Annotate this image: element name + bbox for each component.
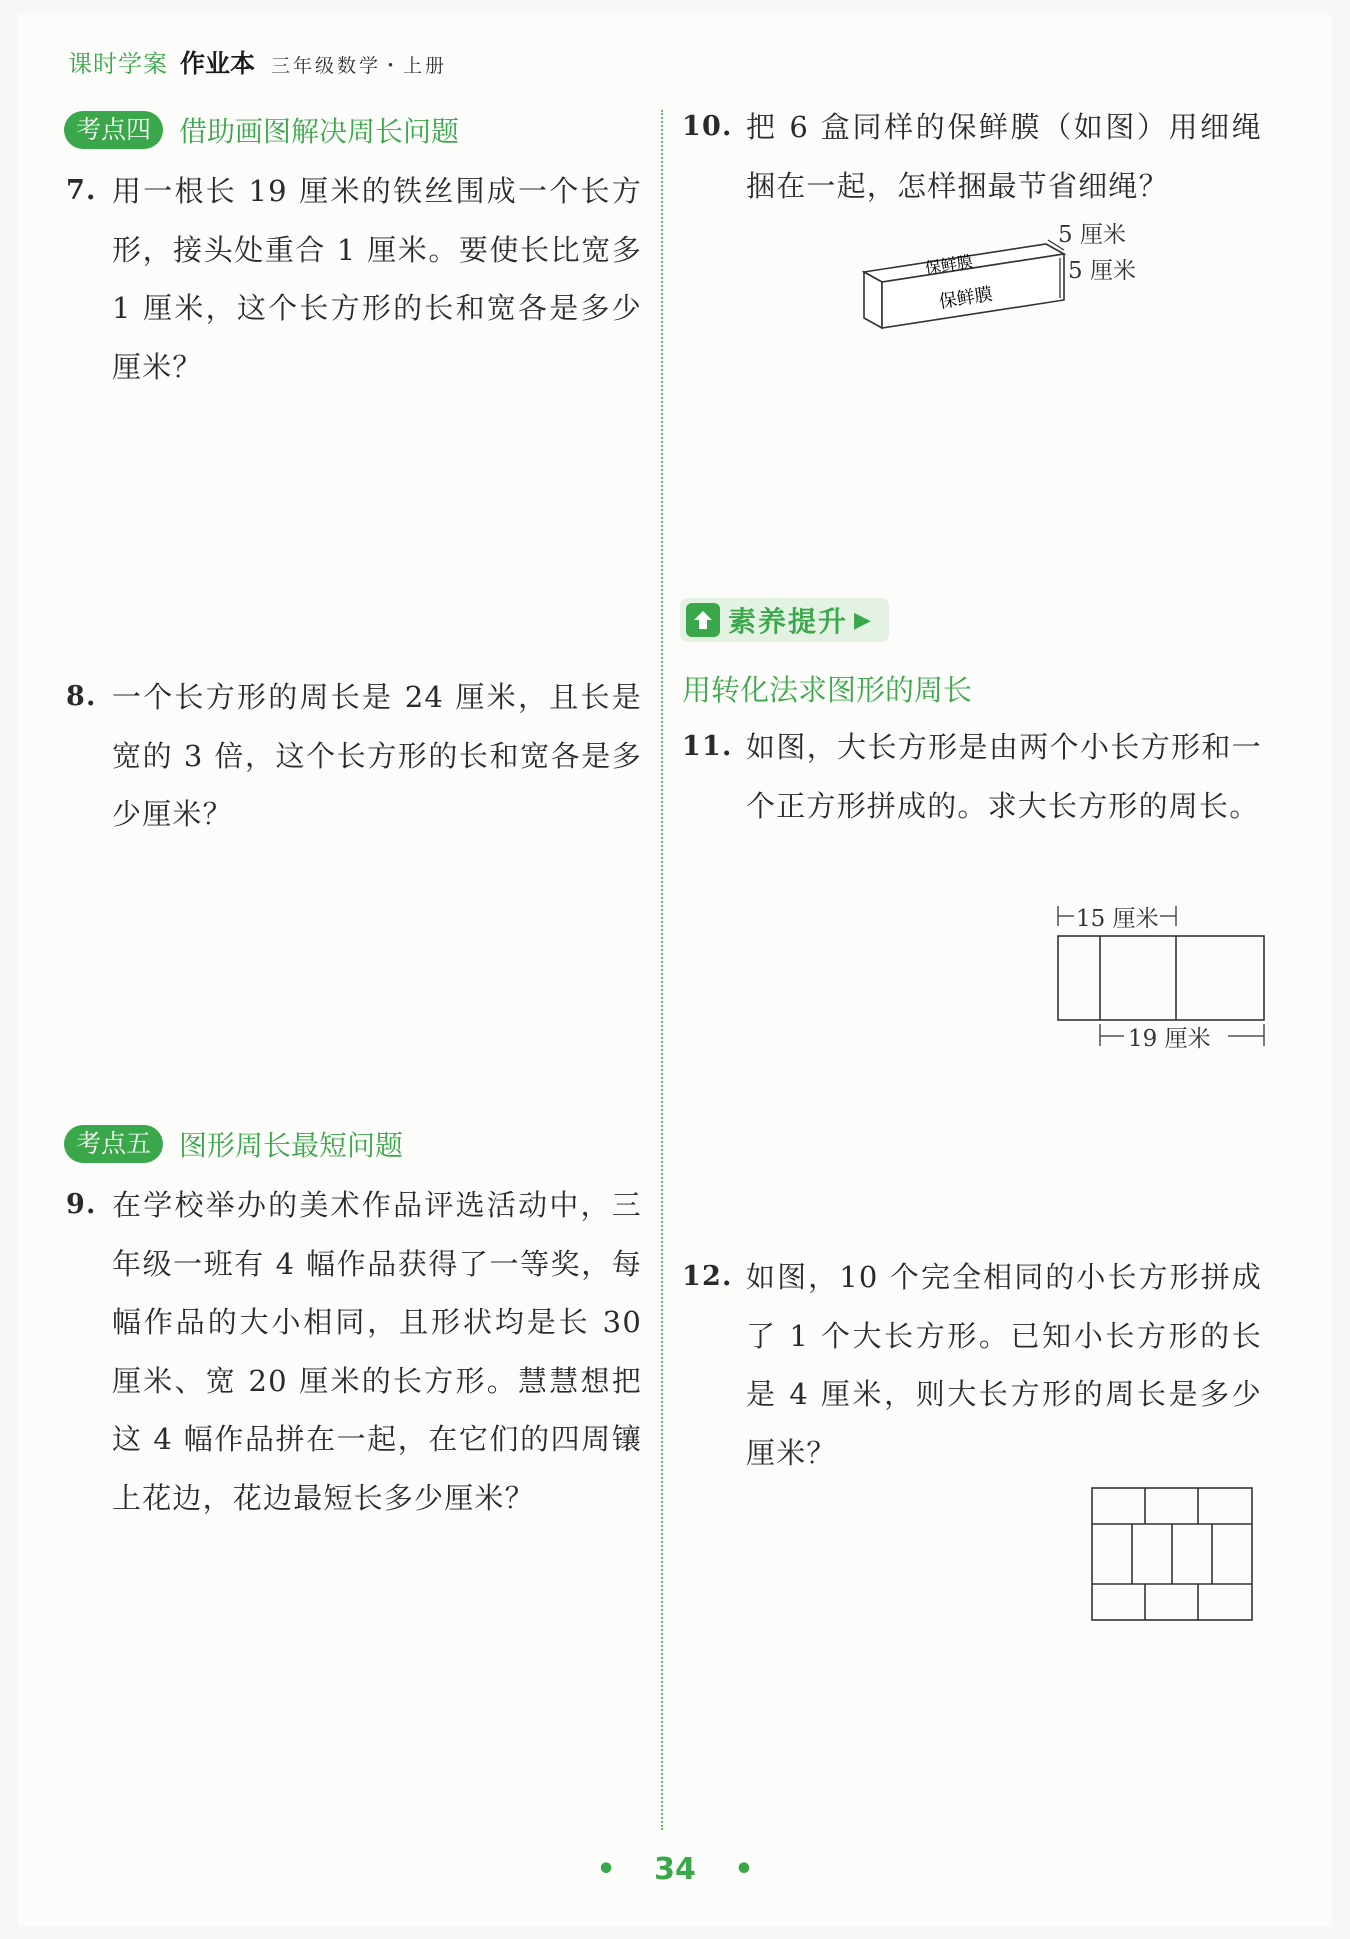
section-4-heading: [64, 110, 459, 150]
footer-dot-left: •: [596, 1852, 616, 1887]
question-number: 9.: [66, 1189, 97, 1220]
page-header: [68, 44, 447, 84]
box-label-front: 保鲜膜: [937, 283, 995, 313]
header-book: 作业本: [180, 49, 256, 78]
section-badge: 考点四: [64, 111, 163, 149]
box-dim-1: 5 厘米: [1058, 222, 1126, 248]
question-text: 把 6 盒同样的保鲜膜（如图）用细绳捆在一起，怎样捆最节省细绳？: [746, 110, 1262, 203]
top-dimension-label: 15 厘米: [1076, 906, 1159, 932]
cling-film-box-figure: [850, 222, 1150, 337]
method-heading: 用转化法求图形的周长: [682, 673, 973, 707]
question-number: 8.: [66, 681, 97, 712]
question-11: [682, 718, 1262, 835]
question-number: 12.: [682, 1261, 733, 1292]
question-number: 10.: [682, 111, 733, 142]
question-9: [66, 1176, 642, 1527]
question-number: 11.: [682, 731, 733, 762]
question-text: 一个长方形的周长是 24 厘米，且长是宽的 3 倍，这个长方形的长和宽各是多少厘米？: [112, 680, 642, 831]
section-5-heading: [64, 1124, 403, 1164]
question-number: 7.: [66, 175, 97, 206]
question-7: [66, 162, 642, 396]
house-arrow-icon: [686, 603, 720, 637]
question-10: [682, 98, 1262, 215]
column-divider: [661, 110, 663, 1830]
question-text: 如图，大长方形是由两个小长方形和一个正方形拼成的。求大长方形的周长。: [746, 730, 1262, 823]
big-rectangle: [1058, 936, 1264, 1020]
play-arrow-icon: ▶: [854, 607, 871, 633]
section-title: 图形周长最短问题: [179, 1129, 404, 1162]
page-number: 34: [654, 1852, 696, 1887]
question-text: 在学校举办的美术作品评选活动中，三年级一班有 4 幅作品获得了一等奖，每幅作品的大小相同，且形状均是长 30 厘米、宽 20 厘米的长方形。慧慧想把这 4 幅作品拼在一起，在它们的四周镶上花边，花边最短长多少厘米？: [112, 1188, 642, 1515]
literacy-boost-banner: [680, 598, 889, 642]
tiled-rectangle-figure-12: [1088, 1484, 1260, 1628]
rectangle-figure-11: [1040, 896, 1270, 1056]
question-text: 如图，10 个完全相同的小长方形拼成了 1 个大长方形。已知小长方形的长是 4 厘米，则大长方形的周长是多少厘米？: [746, 1260, 1262, 1470]
footer-dot-right: •: [734, 1852, 754, 1887]
box-side-face: [864, 272, 882, 328]
section-title: 借助画图解决周长问题: [179, 115, 460, 148]
header-brand: 课时学案: [68, 50, 168, 78]
question-8: [66, 668, 642, 844]
section-badge: 考点五: [64, 1125, 163, 1163]
header-grade: 三年级数学・上册: [271, 55, 448, 77]
page-footer: [0, 1852, 1350, 1887]
question-12: [682, 1248, 1262, 1482]
banner-text: 素养提升: [728, 605, 849, 638]
box-dim-2: 5 厘米: [1068, 258, 1136, 284]
question-text: 用一根长 19 厘米的铁丝围成一个长方形，接头处重合 1 厘米。要使长比宽多 1 厘米，这个长方形的长和宽各是多少厘米？: [112, 174, 642, 384]
bottom-dimension-label: 19 厘米: [1128, 1026, 1211, 1052]
box-label-top: 保鲜膜: [923, 251, 975, 278]
